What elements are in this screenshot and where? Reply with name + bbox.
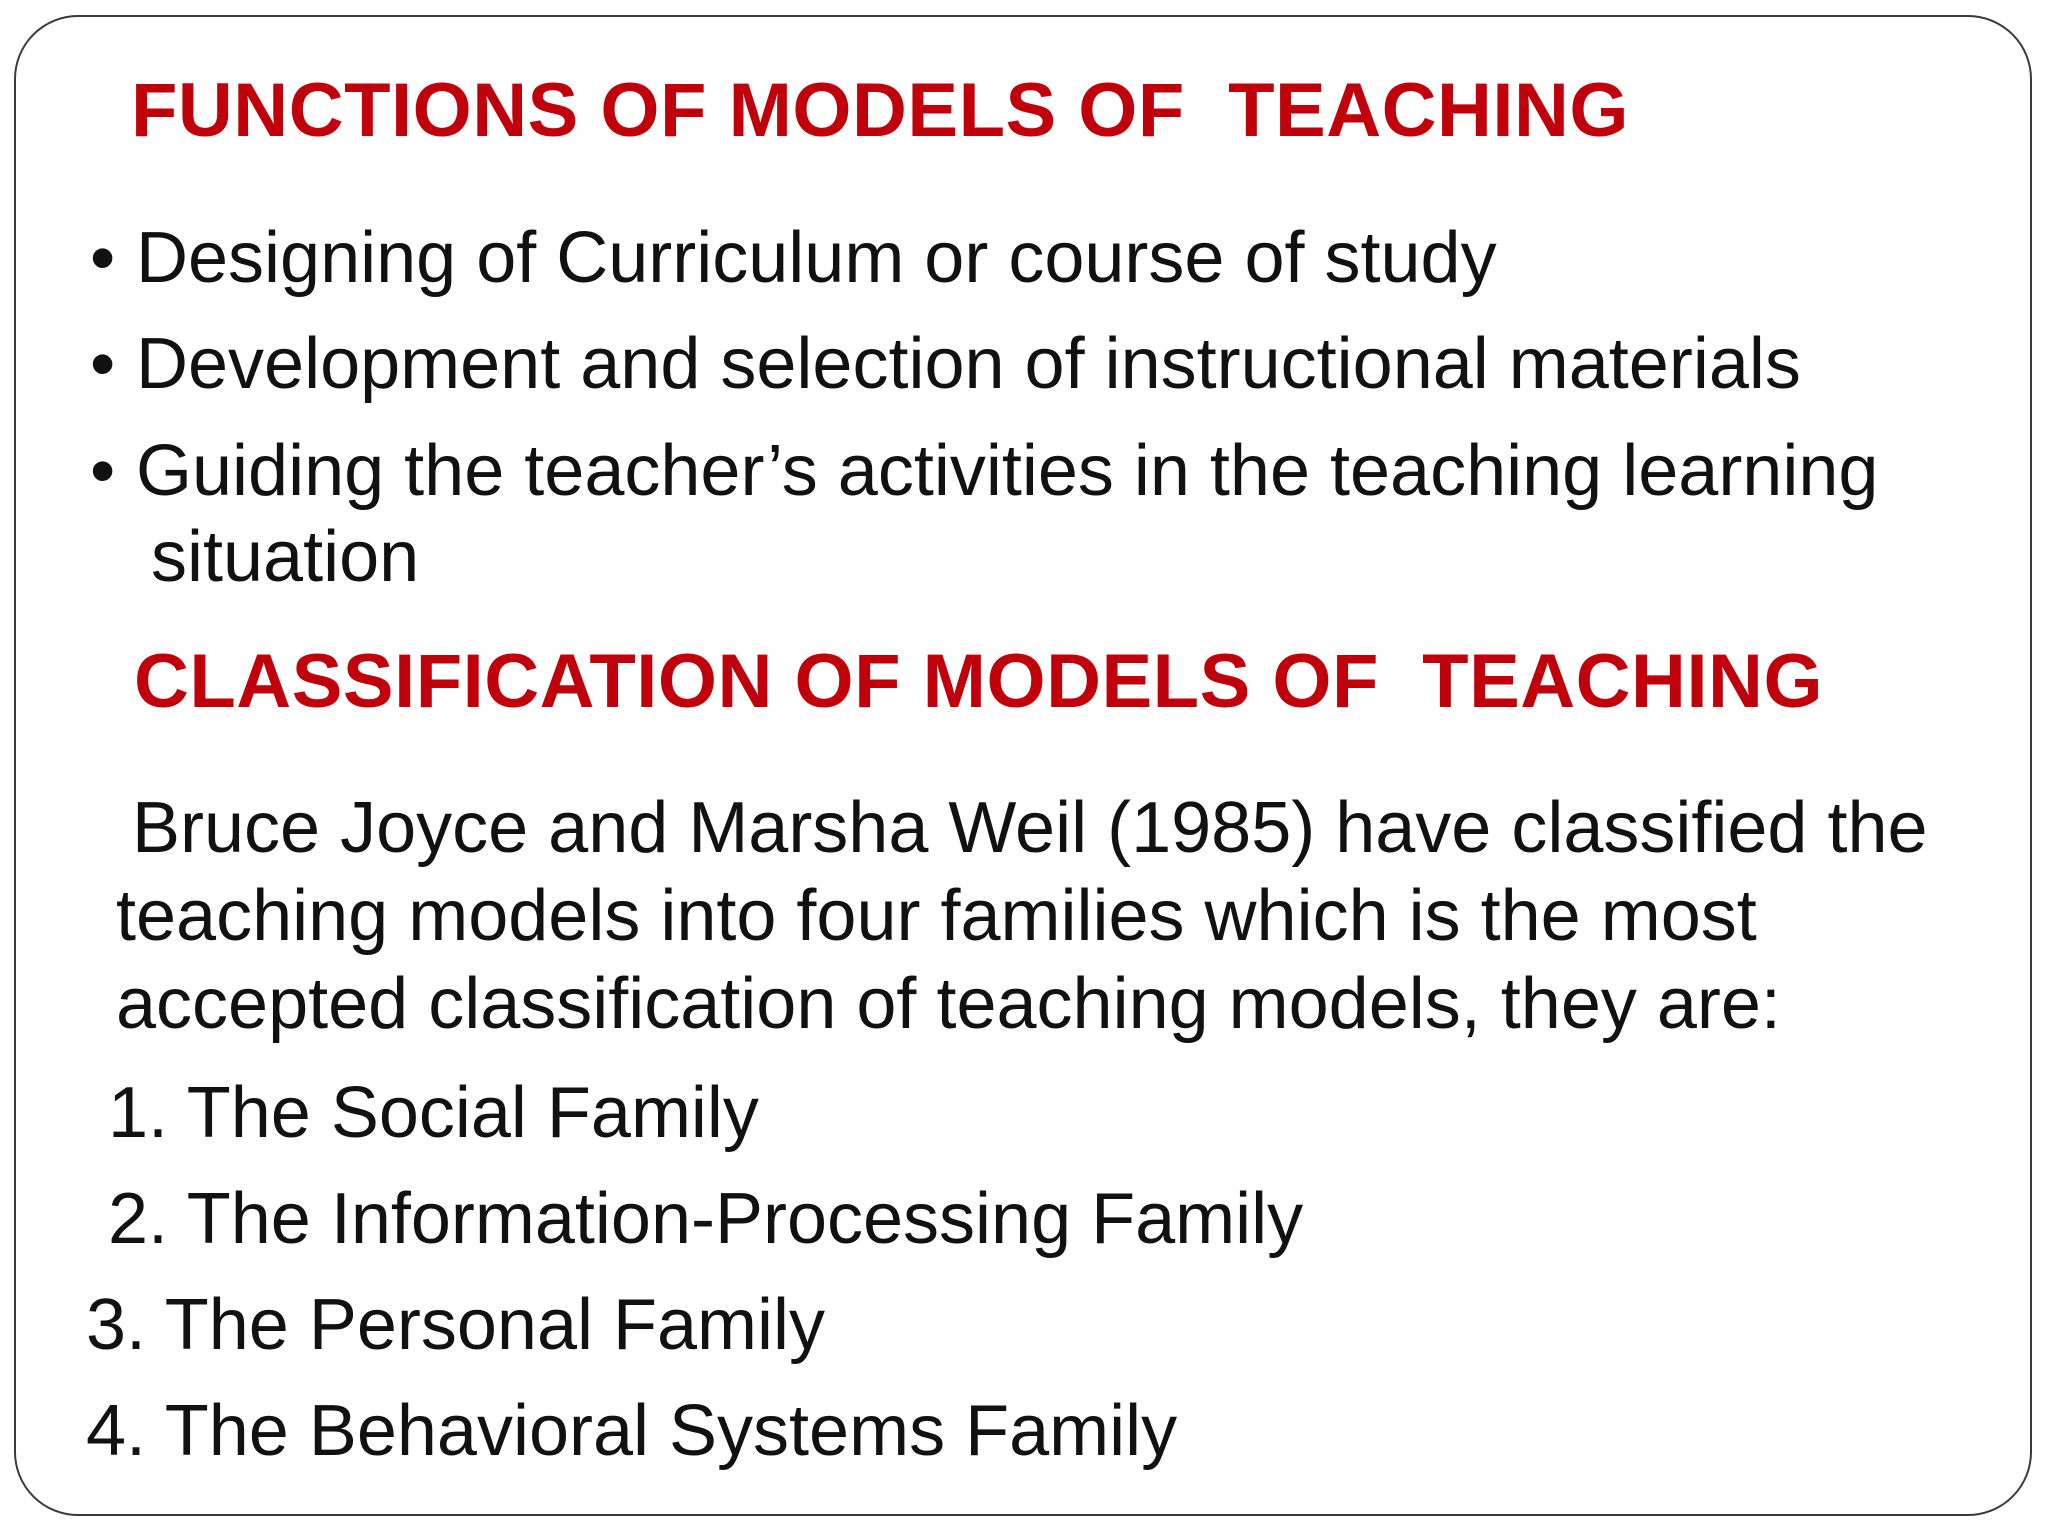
family-item-information-processing: 2. The Information-Processing Family	[108, 1179, 1304, 1259]
bullet-item-materials	[90, 321, 1990, 407]
bullet-dot-icon: •	[90, 324, 116, 405]
classification-heading: CLASSIFICATION OF MODELS OF TEACHING	[134, 639, 1824, 724]
functions-bullet-list	[90, 215, 1990, 621]
family-item-behavioral-systems: 4. The Behavioral Systems Family	[86, 1391, 1178, 1471]
bullet-text: Designing of Curriculum or course of study	[136, 218, 1497, 298]
classification-paragraph: Bruce Joyce and Marsha Weil (1985) have classified the teaching models into four families which is the most accepted classification of teaching models, they are:	[116, 788, 1928, 1044]
bullet-text: Development and selection of instructional materials	[136, 324, 1801, 405]
bullet-text: Guiding the teacher’s activities in the teaching learning	[136, 430, 1879, 511]
bullet-item-guiding	[90, 428, 1990, 601]
bullet-item-curriculum	[90, 215, 1990, 301]
bullet-text-continuation: situation	[151, 517, 420, 598]
bullet-dot-icon: •	[90, 218, 116, 298]
families-list	[86, 1060, 1303, 1484]
family-item-personal: 3. The Personal Family	[86, 1285, 825, 1365]
bullet-dot-icon: •	[90, 430, 116, 511]
family-item-social: 1. The Social Family	[108, 1073, 759, 1153]
functions-heading: FUNCTIONS OF MODELS OF TEACHING	[131, 68, 1629, 153]
